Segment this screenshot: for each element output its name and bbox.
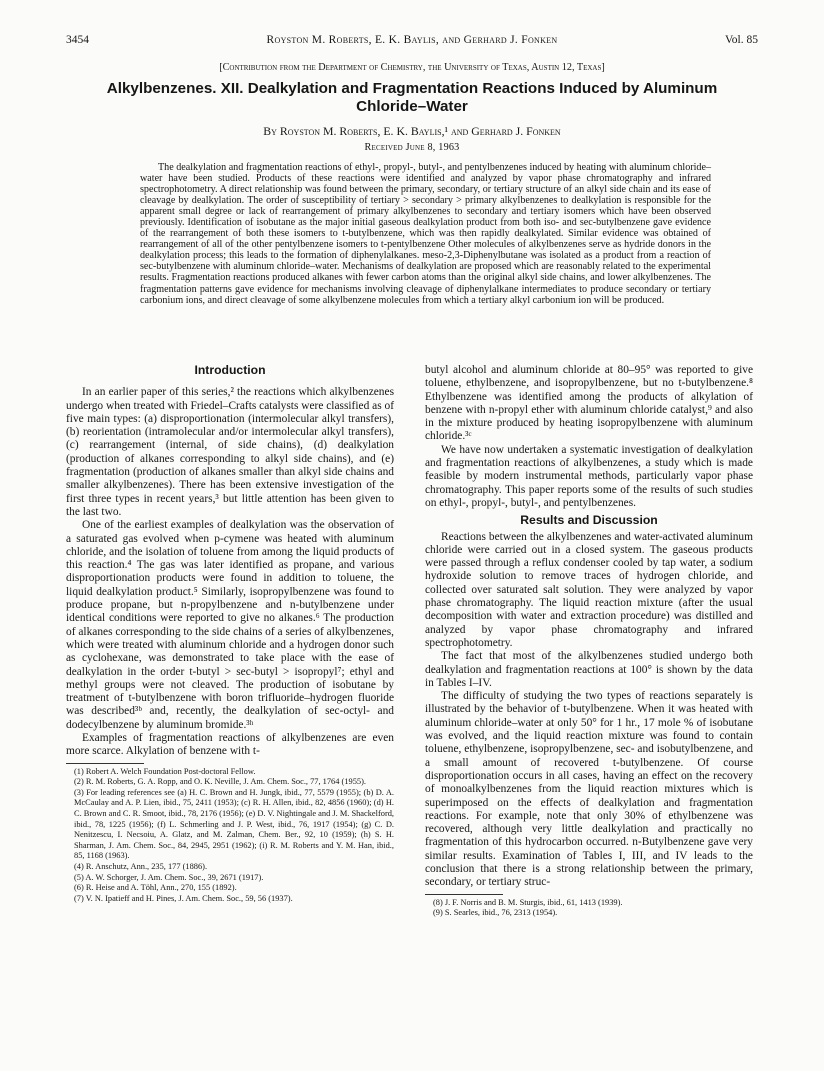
footnote: (7) V. N. Ipatieff and H. Pines, J. Am. Chem. Soc., 59, 56 (1937). [74, 893, 293, 903]
footnote: (1) Robert A. Welch Foundation Post-doctoral Fellow. [74, 766, 256, 776]
abstract [140, 162, 711, 306]
intro-paragraph: One of the earliest examples of dealkylation was the observation of a saturated gas evolved when p-cymene was heated with aluminum chloride, and the isolation of toluene from among the liquid products of this reaction.⁴ The gas was later identified as propane, and various disproportionation products were found in addition to toluene, the liquid dealkylation product.⁵ Similarly, isopropylbenzene was found to produce propane, but n-propylbenzene and n-butylbenzene under identical conditions were reported to give no alkanes.⁶ The production of alkanes corresponding to the side chains of a series of alkylbenzenes, which were treated with aluminum chloride and a hydrogen donor such as cyclohexane, was demonstrated to take place with the ease of dealkylation in the order t-butyl > sec-butyl > isopropyl⁷; ethyl and methyl groups were not cleaved. The production of isobutane by treatment of t-butylbenzene with boron trifluoride–hydrogen fluoride was described³ᵇ and, recently, the dealkylation of sec-octyl- and dodecylbenzene by aluminum bromide.³ʰ [66, 519, 394, 731]
intro-paragraph: We have now undertaken a systematic investigation of dealkylation and fragmentation reactions of alkylbenzenes, a study which is made feasible by modern instrumental methods, particularly vapor phase chromatography. This paper reports some of the results of such studies on ethyl-, propyl-, butyl-, and pentylbenzenes. [425, 443, 753, 509]
author-byline: By Royston M. Roberts, E. K. Baylis,¹ and Gerhard J. Fonken [263, 124, 561, 138]
results-paragraph: The fact that most of the alkylbenzenes studied undergo both dealkylation and fragmentation reactions at 100° is shown by the data in Tables I–IV. [425, 650, 753, 689]
intro-paragraph-continued: butyl alcohol and aluminum chloride at 80–95° was reported to give toluene, ethylbenzene, and isopropylbenzene, but no t-butylbenzene.⁸ Ethylbenzene was identified among the products of alkylation of benzene with n-propyl ether with aluminum chloride catalyst,⁹ and also in the mixture produced by heating isopropylbenzene with aluminum chloride.³ᶜ [425, 364, 753, 443]
footnotes-left [66, 767, 394, 905]
article-title: Alkylbenzenes. XII. Dealkylation and Fragmentation Reactions Induced by Aluminum Chloride–Water [106, 80, 718, 115]
footnote: (8) J. F. Norris and B. M. Sturgis, ibid., 61, 1413 (1939). [433, 897, 623, 907]
footnote: (4) R. Anschutz, Ann., 235, 177 (1886). [74, 861, 208, 871]
intro-paragraph: Examples of fragmentation reactions of alkylbenzenes are even more scarce. Alkylation of benzene with t- [66, 732, 394, 758]
abstract-text: The dealkylation and fragmentation reactions of ethyl-, propyl-, butyl-, and pentylbenzenes induced by heating with aluminum chloride–water have been studied. Products of these reactions were identified and analyzed by vapor phase chromatography and infrared spectrophotometry. A direct relationship was found between the primary, secondary, or tertiary structure of an alkyl side chain and its ease of cleavage by dealkylation. The order of susceptibility of tertiary > secondary > primary alkylbenzenes to dealkylation is responsible for the apparent small degree or lack of rearrangement of primary alkylbenzenes to secondary and tertiary isomers which have been observed previously. Identification of isobutane as the major initial gaseous dealkylation product from both iso- and sec-butylbenzene gave evidence of the rearrangement of both these isomers to t-butylbenzene, which was then rapidly dealkylated. Similar evidence was obtained of rearrangement of all of the other pentylbenzene isomers to t-pentylbenzene Other molecules of alkylbenzenes serve as hydride donors in the dealkylation process; this leads to the formation of diphenylalkanes. meso-2,3-Diphenylbutane was isolated as a product from a reaction of sec-butylbenzene with aluminum chloride–water. Mechanisms of dealkylation are proposed which are reasonably related to the experimental results. Fragmentation reactions produced alkanes with fewer carbon atoms than the original alkyl side chains, and lower alkylbenzenes. The fragmentation patterns gave evidence for mechanisms involving cleavage of diphenylalkane intermediates to produce secondary or tertiary carbonium ions, and direct cleavage of some alkylbenzene molecules from which a tertiary alkyl carbonium ion will be produced. [140, 162, 711, 306]
page-number: 3454 [66, 34, 89, 46]
left-column [66, 364, 394, 904]
received-date: Received June 8, 1963 [364, 142, 460, 153]
running-header-authors: Royston M. Roberts, E. K. Baylis, and Gerhard J. Fonken [266, 34, 558, 46]
footnote: (6) R. Heise and A. Töhl, Ann., 270, 155 (1892). [74, 883, 237, 893]
volume-number: Vol. 85 [724, 34, 758, 46]
results-paragraph: Reactions between the alkylbenzenes and water-activated aluminum chloride were carried out in a closed system. The gaseous products were passed through a reflux condenser cooled by tap water, a sodium hydroxide solution to remove traces of hydrogen chloride, and collected over saturated salt solution. They were analyzed by vapor phase chromatography. The liquid reaction mixture (after the usual decomposition with water and extraction procedure) was distilled and analyzed by vapor phase chromatography and infrared spectrophotometry. [425, 530, 753, 649]
footnote: (2) R. M. Roberts, G. A. Ropp, and O. K. Neville, J. Am. Chem. Soc., 77, 1764 (1955). [74, 777, 366, 787]
footnote-rule [425, 894, 503, 895]
section-heading-introduction: Introduction [194, 363, 266, 377]
results-paragraph: The difficulty of studying the two types of reactions separately is illustrated by the behavior of t-butylbenzene. When it was heated with aluminum chloride–water at only 50° for 1 hr., 17 mole % of isobutane was evolved, and the liquid reaction mixture was found to contain toluene, ethylbenzene, isopropylbenzene, sec- and isobutylbenzene, and a small amount of recovered t-butylbenzene. Of course disproportionation occurs in all cases, having an effect on the recovery of monoalkylbenzenes from the liquid reaction mixtures which is superimposed on the effects of dealkylation and fragmentation reactions. For example, note that only 30% of ethylbenzene was recovered, although very little dealkylation and practically no fragmentation of this hydrocarbon occurred. n-Butylbenzene gave very similar results. Examination of Tables I, III, and IV leads to the conclusion that there is a strong relationship between the primary, secondary, or tertiary struc- [425, 690, 753, 889]
intro-paragraph: In an earlier paper of this series,² the reactions which alkylbenzenes undergo when treated with Friedel–Crafts catalysts were classified as of five main types: (a) disproportionation (intermolecular alkyl transfers), (b) reorientation (intramolecular and/or intermolecular alkyl transfers), (c) rearrangement (internal, of side chains), (d) dealkylation (production of alkanes corresponding to alkyl side chains), and (e) fragmentation (production of alkanes smaller than alkyl side chains and smaller alkylbenzenes). There has been extensive investigation of the first three types in recent years,³ but little attention has been given to the last two. [66, 386, 394, 518]
footnote: (3) For leading references see (a) H. C. Brown and H. Jungk, ibid., 77, 5579 (1955); (b) D. A. McCaulay and A. P. Lien, ibid., 75, 2411 (1953); (c) R. H. Allen, ibid., 82, 4856 (1960); (d) H. C. Brown and C. R. Smoot, ibid., 78, 2176 (1956); (e) D. V. Nightingale and J. M. Shackelford, ibid., 78, 1225 (1956); (f) L. Schmerling and J. P. West, ibid., 76, 1917 (1954); (g) C. D. Nenitzescu, I. Necsoiu, A. Glatz, and M. Zalman, Chem. Ber., 92, 10 (1959); (h) S. H. Sharman, J. Am. Chem. Soc., 84, 2945, 2951 (1962); (i) R. M. Roberts and Y. M. Han, ibid., 85, 1168 (1963). [74, 787, 395, 861]
section-heading-results: Results and Discussion [520, 513, 658, 528]
contribution-line: [Contribution from the Department of Chemistry, the University of Texas, Austin 12, Texas] [219, 62, 605, 73]
footnote: (9) S. Searles, ibid., 76, 2313 (1954). [433, 908, 558, 918]
running-header [66, 34, 758, 50]
right-column [425, 364, 753, 919]
footnote: (5) A. W. Schorger, J. Am. Chem. Soc., 39, 2671 (1917). [74, 872, 264, 882]
footnotes-right [425, 898, 753, 919]
footnote-rule [66, 763, 144, 764]
